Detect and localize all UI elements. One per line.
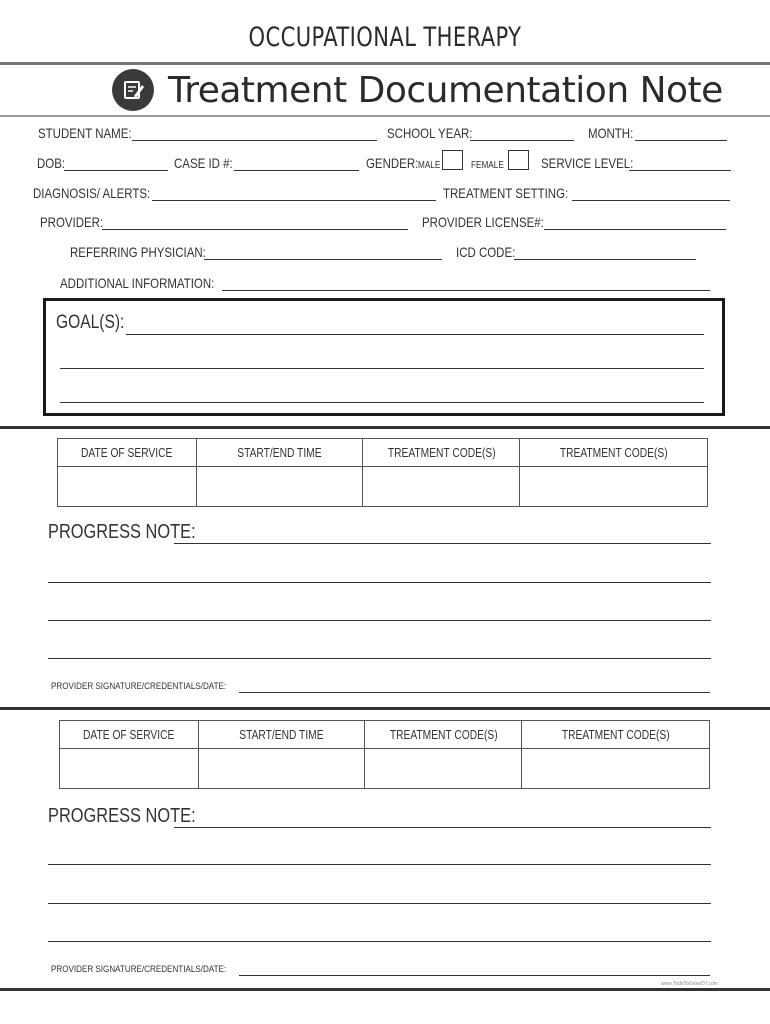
progress-note-line[interactable] [48, 864, 711, 865]
treatment-setting-label: TREATMENT SETTING: [443, 185, 569, 201]
treatment-code-cell[interactable] [520, 467, 708, 507]
goals-line-2[interactable] [60, 368, 704, 369]
month-field[interactable] [635, 140, 727, 141]
progress-note-line[interactable] [48, 903, 711, 904]
footer-website: www.TodsToGrowOT.com [661, 981, 718, 987]
column-header-date-of-service: DATE OF SERVICE [58, 439, 197, 467]
column-header-treatment-code: TREATMENT CODE(S) [522, 721, 710, 749]
column-header-treatment-code: TREATMENT CODE(S) [520, 439, 708, 467]
student-name-field[interactable] [132, 140, 377, 141]
column-header-treatment-code: TREATMENT CODE(S) [365, 721, 522, 749]
service-level-label: SERVICE LEVEL: [541, 155, 634, 171]
section-divider-3 [0, 988, 770, 991]
form-title: OCCUPATIONAL THERAPY [248, 22, 522, 53]
school-year-field[interactable] [470, 140, 574, 141]
treatment-code-cell[interactable] [365, 749, 522, 789]
goals-line-1[interactable] [126, 334, 704, 335]
gender-label: GENDER: [366, 155, 419, 171]
provider-signature-field[interactable] [239, 692, 710, 693]
treatment-setting-field[interactable] [572, 200, 730, 201]
icd-code-field[interactable] [514, 259, 696, 260]
dob-field[interactable] [64, 170, 168, 171]
provider-license-label: PROVIDER LICENSE#: [422, 214, 544, 230]
progress-note-line[interactable] [174, 543, 711, 544]
progress-note-label: PROGRESS NOTE: [48, 521, 196, 543]
female-checkbox[interactable] [508, 150, 529, 170]
goals-line-3[interactable] [60, 402, 704, 403]
goals-label: GOAL(S): [56, 312, 125, 333]
additional-information-label: ADDITIONAL INFORMATION: [60, 275, 215, 291]
case-id-field[interactable] [234, 170, 359, 171]
additional-information-field[interactable] [222, 290, 710, 291]
diagnosis-label: DIAGNOSIS/ ALERTS: [33, 185, 151, 201]
case-id-label: CASE ID #: [174, 155, 233, 171]
column-header-treatment-code: TREATMENT CODE(S) [363, 439, 520, 467]
progress-note-line[interactable] [48, 941, 711, 942]
icd-code-label: ICD CODE: [456, 244, 516, 260]
diagnosis-field[interactable] [152, 200, 436, 201]
female-label: FEMALE [471, 160, 504, 171]
referring-physician-field[interactable] [204, 259, 442, 260]
progress-note-line[interactable] [48, 582, 711, 583]
start-end-time-cell[interactable] [198, 749, 365, 789]
service-level-field[interactable] [629, 170, 731, 171]
column-header-start-end-time: START/END TIME [198, 721, 365, 749]
male-checkbox[interactable] [442, 150, 463, 170]
header-bottom-rule [0, 115, 770, 117]
treatment-code-cell[interactable] [522, 749, 710, 789]
start-end-time-cell[interactable] [196, 467, 363, 507]
provider-signature-field[interactable] [239, 975, 710, 976]
male-label: MALE [418, 160, 441, 171]
provider-field[interactable] [102, 229, 408, 230]
notepad-pencil-icon [112, 69, 154, 111]
column-header-date-of-service: DATE OF SERVICE [60, 721, 199, 749]
treatment-code-cell[interactable] [363, 467, 520, 507]
service-table-2 [59, 720, 710, 789]
student-name-label: STUDENT NAME: [38, 125, 132, 141]
section-divider-2 [0, 707, 770, 710]
progress-note-label: PROGRESS NOTE: [48, 805, 196, 827]
goals-box [43, 298, 725, 416]
provider-license-field[interactable] [544, 229, 726, 230]
header-top-rule [0, 62, 770, 65]
form-subtitle-area [112, 66, 723, 114]
progress-note-line[interactable] [48, 658, 711, 659]
school-year-label: SCHOOL YEAR: [387, 125, 473, 141]
referring-physician-label: REFERRING PHYSICIAN: [70, 244, 206, 260]
provider-signature-label: PROVIDER SIGNATURE/CREDENTIALS/DATE: [51, 681, 227, 692]
form-subtitle: Treatment Documentation Note [168, 69, 723, 111]
provider-signature-label: PROVIDER SIGNATURE/CREDENTIALS/DATE: [51, 964, 227, 975]
date-of-service-cell[interactable] [58, 467, 197, 507]
date-of-service-cell[interactable] [60, 749, 199, 789]
month-label: MONTH: [588, 125, 634, 141]
service-table-1 [57, 438, 708, 507]
progress-note-line[interactable] [48, 620, 711, 621]
dob-label: DOB: [37, 155, 66, 171]
provider-label: PROVIDER: [40, 214, 104, 230]
column-header-start-end-time: START/END TIME [196, 439, 363, 467]
section-divider-1 [0, 426, 770, 429]
progress-note-line[interactable] [174, 827, 711, 828]
